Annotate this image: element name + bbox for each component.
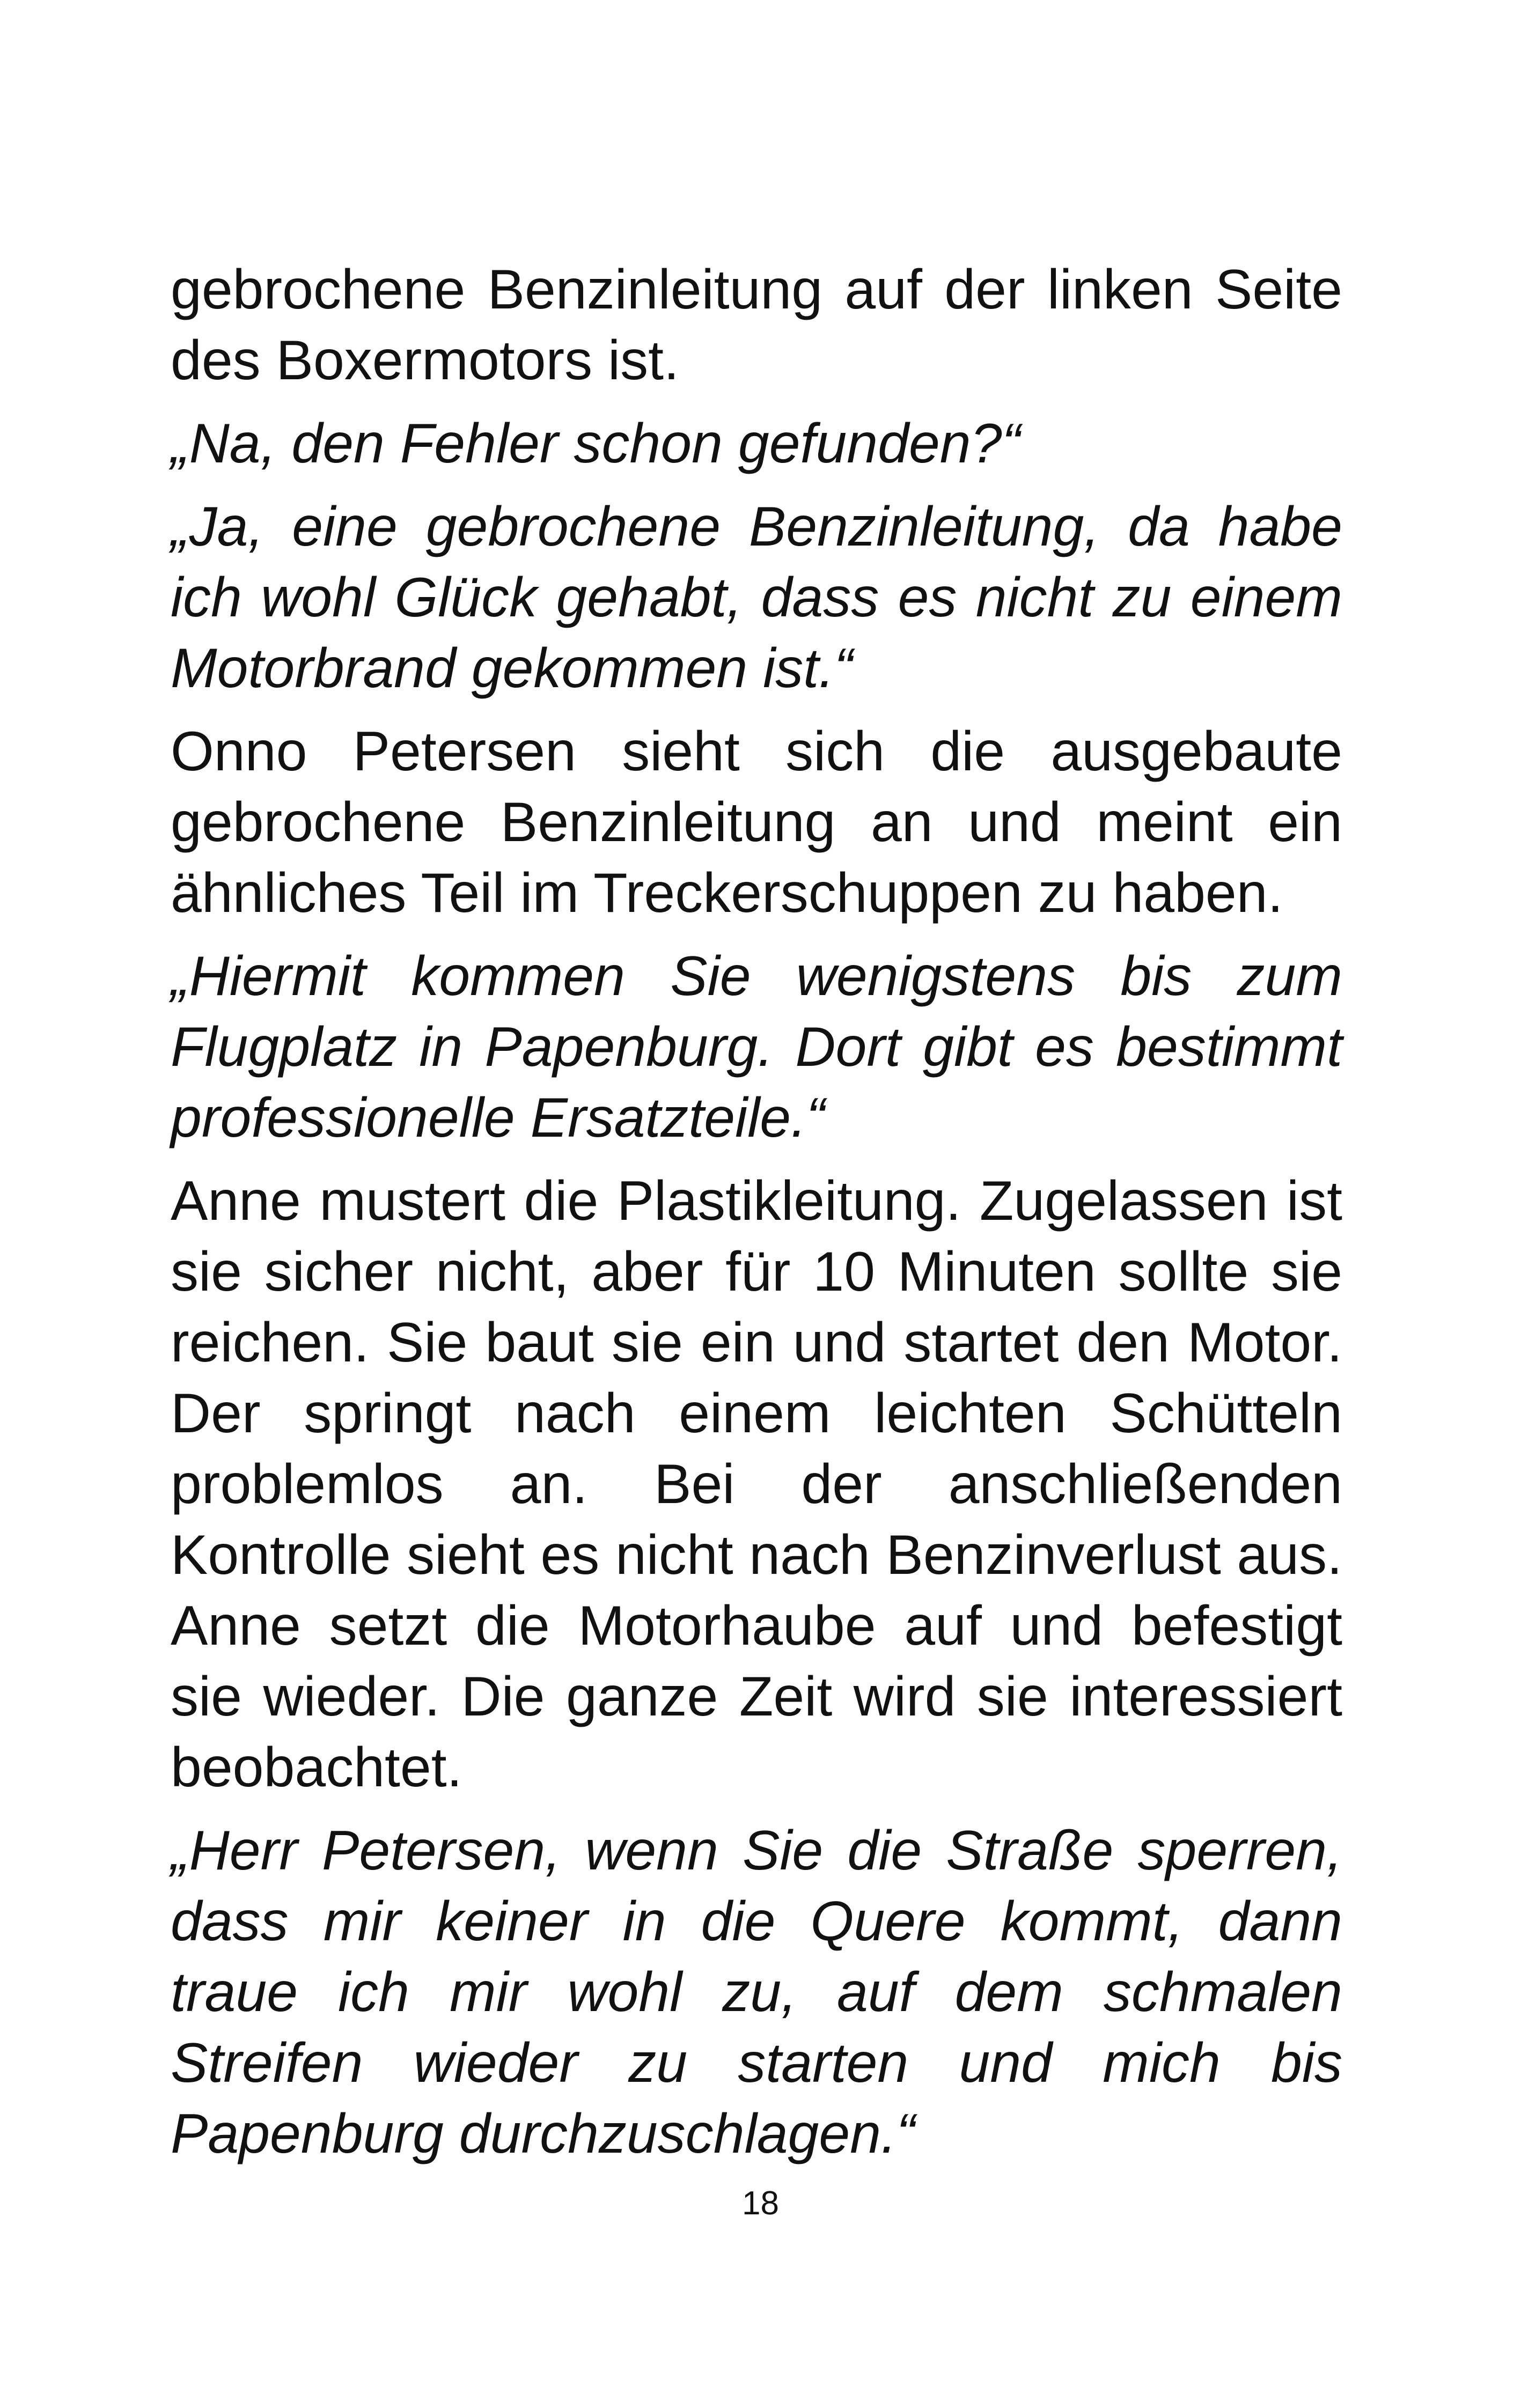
page-number: 18 bbox=[742, 2185, 779, 2222]
paragraph: Anne mustert die Plastikleitung. Zugelassen ist sie sicher nicht, aber für 10 Minuten sollte sie reichen. Sie baut sie ein und startet den Motor. Der springt nach einem leichten Schütteln problemlos an. Bei der anschließenden Kontrolle sieht es nicht nach Benzinverlust aus. Anne setzt die Motorhaube auf und befestigt sie wieder. Die ganze Zeit wird sie interessiert beobachtet. bbox=[171, 1170, 1342, 1799]
paragraph: gebrochene Benzinleitung auf der linken Seite des Boxermotors ist. bbox=[171, 259, 1342, 392]
dialogue-paragraph: „Ja, eine gebrochene Benzinleitung, da habe ich wohl Glück gehabt, dass es nicht zu einem Motorbrand gekommen ist.“ bbox=[171, 496, 1342, 699]
paragraph: Onno Petersen sieht sich die ausgebaute gebrochene Benzinleitung an und meint ein ähnliches Teil im Treckerschuppen zu haben. bbox=[171, 720, 1342, 924]
dialogue-paragraph: „Herr Petersen, wenn Sie die Straße sperren, dass mir keiner in die Quere kommt, dann traue ich mir wohl zu, auf dem schmalen Streifen wieder zu starten und mich bis Papenburg durchzuschlagen.“ bbox=[171, 1820, 1342, 2165]
dialogue-paragraph: „Na, den Fehler schon gefunden?“ bbox=[171, 413, 1021, 475]
dialogue-paragraph: „Hiermit kommen Sie wenigstens bis zum Flugplatz in Papenburg. Dort gibt es bestimmt professionelle Ersatzteile.“ bbox=[171, 945, 1342, 1149]
body-text bbox=[171, 254, 1342, 2182]
